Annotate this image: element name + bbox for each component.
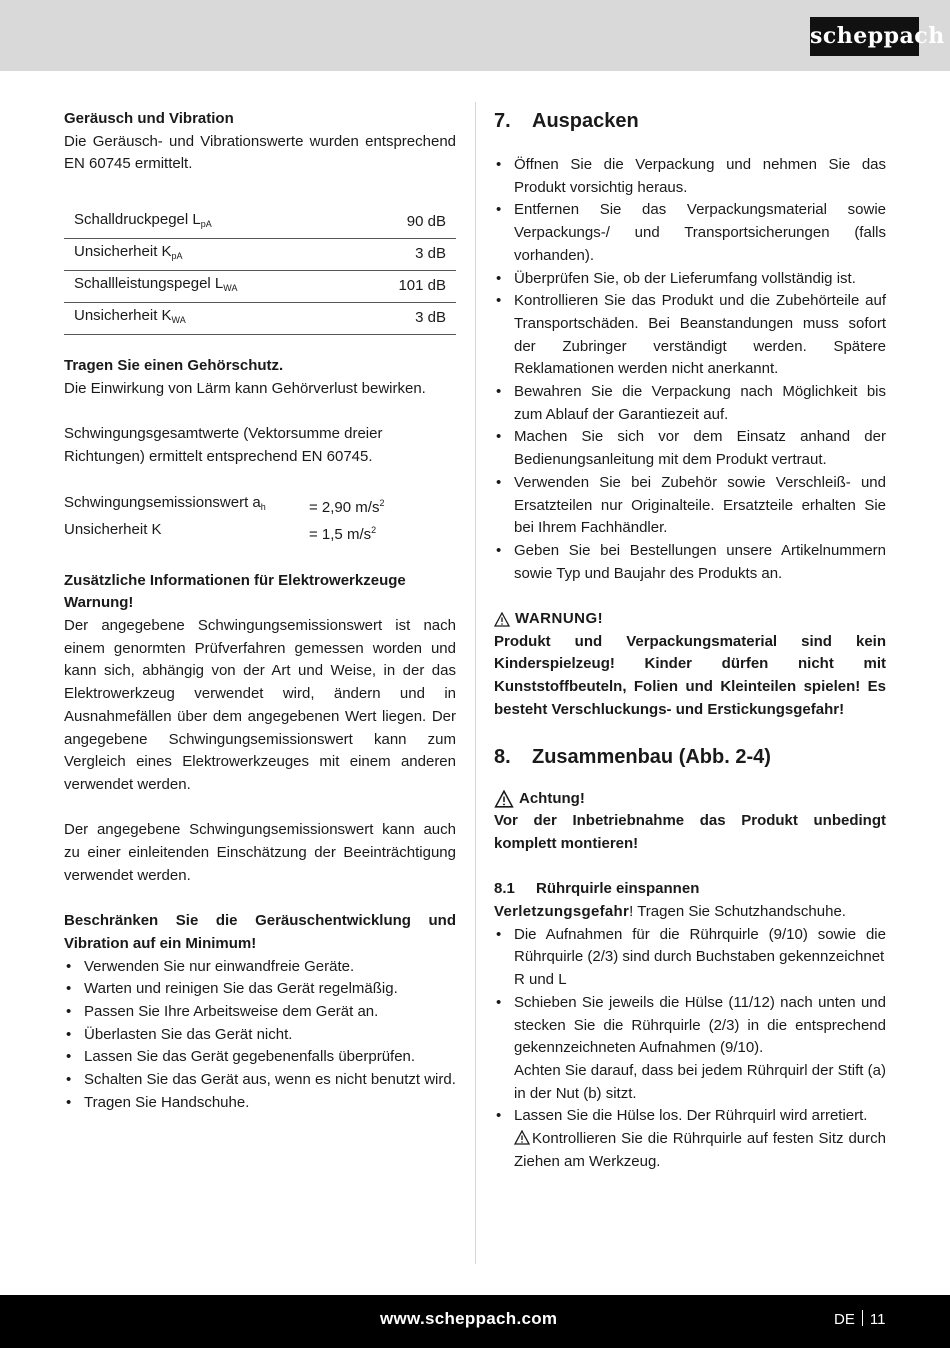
table-label-cell: [64, 206, 351, 238]
list-item: • Warten und reinigen Sie das Gerät regelmäßig.: [64, 978, 456, 1001]
list-item: [494, 1105, 886, 1173]
vibration-label: Unsicherheit K: [64, 521, 162, 539]
left-column: [64, 108, 456, 1114]
list-item: [494, 992, 886, 1106]
table-label-subscript: WA: [223, 283, 238, 294]
vibration-unit-exponent: 2: [379, 497, 385, 508]
list-item: • Geben Sie bei Bestellungen unsere Artikelnummern sowie Typ und Baujahr des Produkts an.: [494, 540, 886, 585]
list-item: • Überlasten Sie das Gerät nicht.: [64, 1024, 456, 1047]
table-label-subscript: pA: [171, 251, 183, 262]
section-8-1-heading: [494, 878, 886, 901]
table-row: [64, 238, 456, 270]
attention-label: Achtung!: [519, 789, 585, 807]
vibration-unit-exponent: 2: [371, 525, 377, 536]
list-item: • Tragen Sie Handschuhe.: [64, 1092, 456, 1115]
attention-text: Vor der Inbetriebnahme das Produkt unbedingt komplett montieren!: [494, 812, 886, 852]
table-row: [64, 270, 456, 302]
section-7-title: Auspacken: [532, 110, 639, 132]
table-label: Unsicherheit K: [74, 243, 172, 261]
list-item: • Verwenden Sie bei Zubehör sowie Verschleiß- und Ersatzteilen nur Originalteile. Ersatzteile erhalten Sie bei Ihrem Fachhändler.: [494, 472, 886, 540]
list-item: • Bewahren Sie die Verpackung nach Möglichkeit bis zum Ablauf der Garantiezeit auf.: [494, 381, 886, 426]
hearing-text: Die Einwirkung von Lärm kann Gehörverlust bewirken.: [64, 380, 426, 398]
list-item: [494, 924, 886, 992]
table-label: Schallleistungspegel L: [74, 275, 224, 293]
vibration-row: [64, 519, 456, 547]
noise-table: [64, 206, 456, 335]
section-7-heading: [494, 108, 886, 134]
mount-step-1-note: R und L: [514, 971, 567, 989]
header-bar: [0, 0, 950, 71]
table-row: [64, 303, 456, 335]
table-value: 90 dB: [351, 206, 457, 238]
vibration-value: = 1,5 m/s: [309, 526, 372, 544]
list-item: • Verwenden Sie nur einwandfreie Geräte.: [64, 956, 456, 979]
footer-bar: [0, 1295, 950, 1348]
limit-list: [64, 956, 456, 1115]
website-link[interactable]: www.scheppach.com: [380, 1309, 558, 1328]
list-item: • Entfernen Sie das Verpackungsmaterial sowie Verpackungs-/ und Transportsicherungen (falls vorhanden).: [494, 199, 886, 267]
list-item: • Passen Sie Ihre Arbeitsweise dem Gerät an.: [64, 1001, 456, 1024]
section-8-title: Zusammenbau (Abb. 2-4): [532, 745, 771, 768]
section-8-number: 8.: [494, 745, 511, 768]
column-divider: [475, 102, 476, 1264]
table-label-subscript: WA: [171, 315, 186, 326]
list-item: • Kontrollieren Sie das Produkt und die Zubehörteile auf Transportschäden. Bei Beanstandungen muss sofort der Zubringer verständigt werden. Spätere Reklamationen werden nicht anerkannt.: [494, 290, 886, 381]
warning-triangle-icon: [514, 1130, 530, 1145]
noise-heading: Geräusch und Vibration: [64, 110, 234, 127]
injury-line: [494, 901, 886, 924]
warning-label-right: WARNUNG!: [515, 610, 604, 628]
vibration-row: [64, 492, 456, 520]
section-8-1-number: 8.1: [494, 880, 515, 898]
mount-step-3: Lassen Sie die Hülse los. Der Rührquirl wird arretiert.: [514, 1107, 868, 1125]
unpack-list: [494, 154, 886, 585]
section-8-1-title: Rührquirle einspannen: [536, 880, 700, 898]
mount-step-2-note: Achten Sie darauf, dass bei jedem Rührquirl der Stift (a) in der Nut (b) sitzt.: [514, 1061, 886, 1102]
page-number: 11: [869, 1311, 886, 1328]
hearing-heading: Tragen Sie einen Gehörschutz.: [64, 357, 284, 375]
noise-intro: Die Geräusch- und Vibrationswerte wurden entsprechend EN 60745 ermittelt.: [64, 132, 456, 173]
warning-line: [494, 608, 886, 631]
table-label-cell: [64, 303, 351, 335]
injury-label: Verletzungsgefahr: [494, 903, 630, 921]
vibration-value-cell: [309, 519, 376, 547]
mount-step-3-note: Kontrollieren Sie die Rührquirle auf festen Sitz durch Ziehen am Werkzeug.: [514, 1130, 886, 1170]
right-column: [494, 108, 886, 1174]
attention-line: [494, 788, 886, 811]
extra-info-text-2: Der angegebene Schwingungsemissionswert kann auch zu einer einleitenden Einschätzung der Beeinträchtigung verwendet werden.: [64, 821, 456, 884]
mount-step-1: Die Aufnahmen für die Rührquirle (9/10) sowie die Rührquirle (2/3) sind durch Buchstaben gekennzeichnet: [514, 925, 886, 966]
brand-logo: scheppach: [810, 17, 919, 56]
language-code: DE: [834, 1311, 855, 1328]
injury-text: ! Tragen Sie Schutzhandschuhe.: [629, 903, 846, 921]
extra-info-text-1: Der angegebene Schwingungsemissionswert ist nach einem genormten Prüfverfahren gemessen worden und kann sich, abhängig von der Art und Weise, in der das Elektrowerkzeug verwendet wird, ändern und in Ausnahmefällen über dem angegebenen Wert liegen. Der angegebene Schwingungsemissionswert kann zum Vergleich eines Elektrowerkzeuges mit einem anderen verwendet werden.: [64, 617, 456, 793]
vibration-values: [64, 492, 456, 547]
list-item: • Öffnen Sie die Verpackung und nehmen Sie das Produkt vorsichtig heraus.: [494, 154, 886, 199]
vibration-label-cell: [64, 492, 309, 520]
vibration-label-cell: [64, 519, 309, 547]
table-label-cell: [64, 270, 351, 302]
vibration-subscript: h: [260, 501, 266, 512]
section-8-heading: [494, 744, 886, 770]
warning-text: Produkt und Verpackungsmaterial sind kein Kinderspielzeug! Kinder dürfen nicht mit Kunststoffbeuteln, Folien und Kleinteilen spielen! Es besteht Verschluckungs- und Erstickungsgefahr!: [494, 632, 886, 718]
limit-heading: Beschränken Sie die Geräuschentwicklung und Vibration auf ein Minimum!: [64, 912, 456, 952]
section-7-number: 7.: [494, 110, 511, 132]
page-indicator: [834, 1310, 885, 1328]
table-label-subscript: pA: [200, 218, 212, 229]
table-value: 101 dB: [351, 270, 457, 302]
page-separator: [862, 1310, 863, 1326]
extra-info-heading: Zusätzliche Informationen für Elektrowerkzeuge: [64, 571, 406, 589]
list-item: • Schalten Sie das Gerät aus, wenn es nicht benutzt wird.: [64, 1069, 456, 1092]
table-label: Schalldruckpegel L: [74, 210, 201, 228]
mounting-list: [494, 924, 886, 1174]
mount-step-2: Schieben Sie jeweils die Hülse (11/12) nach unten und stecken Sie die Rührquirle (2/3) in die entsprechend gekennzeichneten Aufnahmen (9/10).: [514, 993, 886, 1057]
vibration-label: Schwingungsemissionswert a: [64, 493, 261, 511]
list-item: • Machen Sie sich vor dem Einsatz anhand der Bedienungsanleitung mit dem Produkt vertraut.: [494, 426, 886, 471]
warning-triangle-icon: [494, 790, 514, 808]
list-item: • Überprüfen Sie, ob der Lieferumfang vollständig ist.: [494, 268, 886, 291]
table-row: [64, 206, 456, 238]
vibration-total-text: Schwingungsgesamtwerte (Vektorsumme dreier Richtungen) ermittelt entsprechend EN 60745.: [64, 425, 383, 466]
table-value: 3 dB: [351, 238, 457, 270]
warning-triangle-icon: [494, 612, 510, 627]
list-item: • Lassen Sie das Gerät gegebenenfalls überprüfen.: [64, 1046, 456, 1069]
vibration-value: = 2,90 m/s: [309, 498, 380, 516]
table-value: 3 dB: [351, 303, 457, 335]
vibration-value-cell: [309, 492, 384, 520]
warning-label: Warnung!: [64, 594, 134, 612]
table-label-cell: [64, 238, 351, 270]
table-label: Unsicherheit K: [74, 307, 172, 325]
